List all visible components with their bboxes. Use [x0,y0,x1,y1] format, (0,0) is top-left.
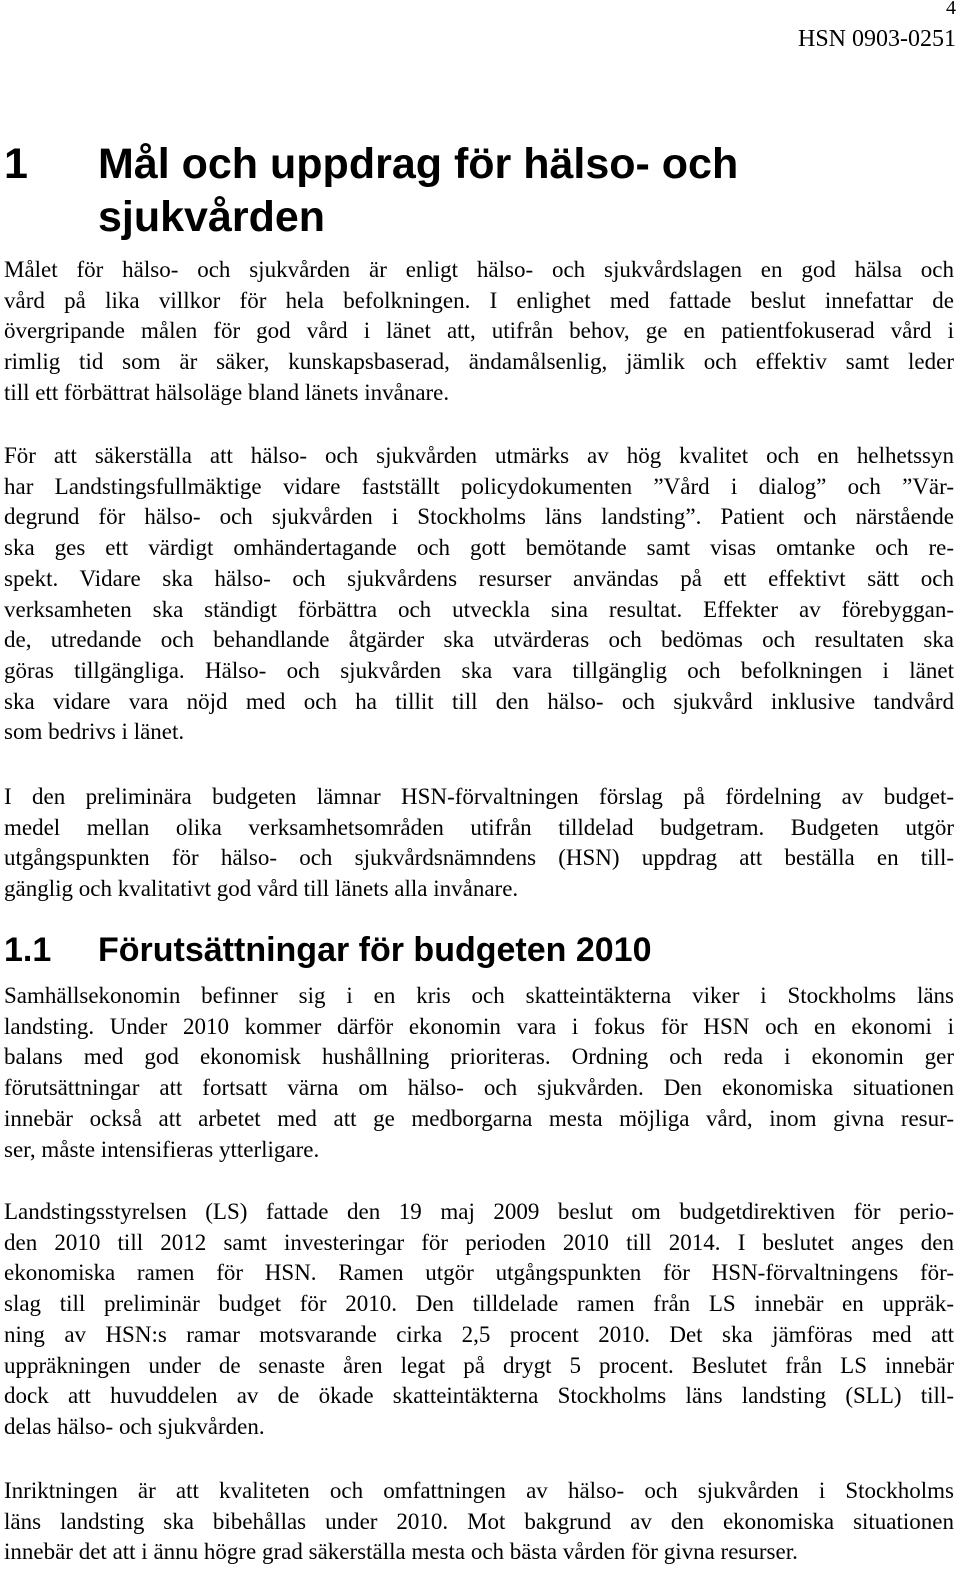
section-number: 1 [4,140,28,188]
text-line: vård på lika villkor för hela befolkningen. I enlighet med fattade beslut innefattar de [4,287,954,313]
text-line: den 2010 till 2012 samt investeringar för perioden 2010 till 2014. I beslutet anges den [4,1229,954,1255]
document-id: HSN 0903-0251 [797,26,956,52]
section-title: Mål och uppdrag för hälso- och sjukvården [98,140,739,241]
paragraph [4,1197,954,1443]
text-line: ska ges ett värdigt omhändertagande och gott bemötande samt visas omtanke och re- [4,535,954,561]
text-line: verksamheten ska ständigt förbättra och utveckla sina resultat. Effekter av förebyggan- [4,596,954,622]
text-line: läns landsting ska bibehållas under 2010. Mot bakgrund av den ekonomiska situationen [4,1508,954,1534]
text-line: till ett förbättrat hälsoläge bland länets invånare. [4,379,450,405]
text-line: rimlig tid som är säker, kunskapsbaserad, ändamålsenlig, jämlik och effektiv samt leder [4,349,954,375]
text-line: Landstingsstyrelsen (LS) fattade den 19 maj 2009 beslut om budgetdirektiven för perio- [4,1199,954,1224]
text-line: förutsättningar att fortsatt värna om hälso- och sjukvården. Den ekonomiska situationen [4,1075,954,1101]
section-heading-1-1 [4,928,652,972]
text-line: degrund för hälso- och sjukvården i Stockholms läns landsting”. Patient och närstående [4,504,954,530]
text-line: Inriktningen är att kvaliteten och omfattningen av hälso- och sjukvården i Stockholms [4,1478,954,1503]
paragraph [4,441,954,748]
paragraph [4,1476,954,1568]
text-line: övergripande målen för god vård i länet att, utifrån behov, ge en patientfokuserad vård i [4,318,954,344]
text-line: ser, måste intensifieras ytterligare. [4,1136,320,1162]
text-line: som bedrivs i länet. [4,719,185,745]
paragraph [4,782,954,905]
text-line: de, utredande och behandlande åtgärder ska utvärderas och bedömas och resultaten ska [4,627,954,653]
text-line: göras tillgängliga. Hälso- och sjukvården ska vara tillgänglig och befolkningen i länet [4,657,954,683]
text-line: balans med god ekonomisk hushållning prioriteras. Ordning och reda i ekonomin ger [4,1044,954,1070]
text-line: uppräkningen under de senaste åren legat på drygt 5 procent. Beslutet från LS innebär [4,1352,954,1378]
text-line: Samhällsekonomin befinner sig i en kris och skatteintäkterna viker i Stockholms läns [4,983,954,1008]
section-title: Förutsättningar för budgeten 2010 [98,931,652,969]
text-line: utgångspunkten för hälso- och sjukvårdsnämndens (HSN) uppdrag att beställa en till- [4,845,954,871]
text-line: landsting. Under 2010 kommer därför ekonomin vara i fokus för HSN och en ekonomi i [4,1013,954,1039]
text-line: innebär det att i ännu högre grad säkerställa mesta och bästa vården för givna resurser. [4,1539,798,1565]
paragraph [4,981,954,1165]
text-line: slag till preliminär budget för 2010. Den tilldelade ramen från LS innebär en uppräk- [4,1291,954,1317]
section-heading-1 [4,138,858,244]
text-line: innebär också att arbetet med att ge medborgarna mesta möjliga vård, inom givna resur- [4,1105,954,1131]
text-line: För att säkerställa att hälso- och sjukvården utmärks av hög kvalitet och en helhetssyn [4,443,954,468]
page-number: 4 [946,0,956,19]
text-line: ska vidare vara nöjd med och ha tillit till den hälso- och sjukvård inklusive tandvård [4,688,954,714]
paragraph [4,255,954,409]
section-number: 1.1 [4,931,52,969]
text-line: ekonomiska ramen för HSN. Ramen utgör utgångspunkten för HSN-förvaltningens för- [4,1260,954,1286]
text-line: Målet för hälso- och sjukvården är enligt hälso- och sjukvårdslagen en god hälsa och [4,257,954,282]
text-line: har Landstingsfullmäktige vidare fastställt policydokumenten ”Vård i dialog” och ”Vär- [4,473,954,499]
text-line: gänglig och kvalitativt god vård till länets alla invånare. [4,876,519,902]
text-line: ning av HSN:s ramar motsvarande cirka 2,5 procent 2010. Det ska jämföras med att [4,1321,954,1347]
text-line: dock att huvuddelen av de ökade skatteintäkterna Stockholms läns landsting (SLL) till- [4,1383,954,1409]
text-line: medel mellan olika verksamhetsområden utifrån tilldelad budgetram. Budgeten utgör [4,814,954,840]
text-line: I den preliminära budgeten lämnar HSN-förvaltningen förslag på fördelning av budget- [4,784,954,809]
text-line: delas hälso- och sjukvården. [4,1413,265,1439]
text-line: spekt. Vidare ska hälso- och sjukvårdens resurser användas på ett effektivt sätt och [4,565,954,591]
